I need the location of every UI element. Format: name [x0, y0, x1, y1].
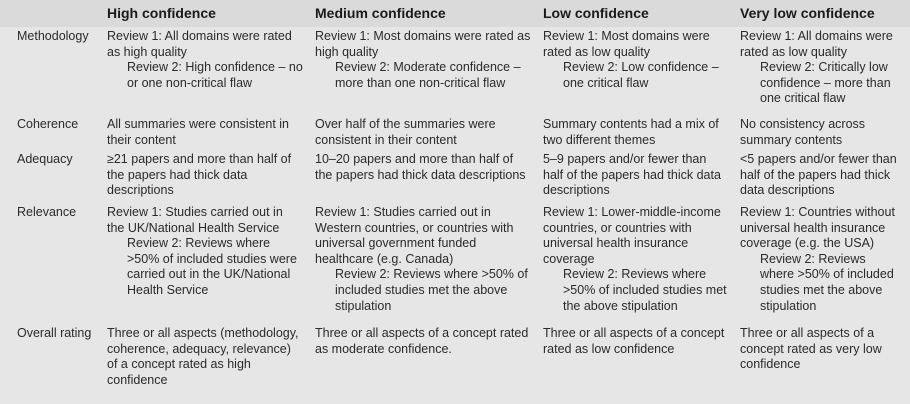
row-label: Coherence [17, 117, 79, 131]
cell-high: All summaries were consistent in their content [107, 117, 290, 147]
cell-medium: Three or all aspects of a concept rated as moderate confidence. [315, 326, 529, 356]
row-label: Adequacy [17, 152, 73, 166]
cell-medium: Over half of the summaries were consistent in their content [315, 117, 496, 147]
cell-very-low: Review 1: Countries without universal health insurance coverage (e.g. the USA) Review 2: Reviews where >50% of included studies met the above stipulation [740, 205, 895, 313]
row-label: Methodology [17, 29, 89, 43]
cell-low: Summary contents had a mix of two different themes [543, 117, 719, 147]
row-label: Overall rating [17, 326, 92, 340]
header-medium-confidence: Medium confidence [315, 5, 446, 21]
cell-high: Review 1: All domains were rated as high quality Review 2: High confidence – no or one non-critical flaw [107, 29, 303, 90]
cell-medium: 10–20 papers and more than half of the papers had thick data descriptions [315, 152, 526, 182]
header-low-confidence: Low confidence [543, 5, 649, 21]
header-high-confidence: High confidence [107, 5, 216, 21]
cell-very-low: No consistency across summary contents [740, 117, 866, 147]
cell-medium: Review 1: Studies carried out in Western countries, or countries with universal government funded healthcare (e.g. Canada) Review 2: Reviews where >50% of included studies met the above stipulation [315, 205, 528, 313]
cell-very-low: Review 1: All domains were rated as low quality Review 2: Critically low confidence – more than one critical flaw [740, 29, 893, 106]
cell-high: Review 1: Studies carried out in the UK/National Health Service Review 2: Reviews where >50% of included studies were carried out in the UK/National Health Service [107, 205, 297, 297]
header-very-low-confidence: Very low confidence [740, 5, 875, 21]
cell-low: Review 1: Lower-middle-income countries, or countries with universal health insurance coverage Review 2: Reviews where >50% of included studies met the above stipulation [543, 205, 727, 313]
cell-high: Three or all aspects (methodology, coherence, adequacy, relevance) of a concept rated as high confidence [107, 326, 299, 387]
cell-very-low: <5 papers and/or fewer than half of the papers had thick data descriptions [740, 152, 897, 198]
table-header-row [0, 0, 910, 27]
cell-low: Three or all aspects of a concept rated as low confidence [543, 326, 725, 356]
cell-low: 5–9 papers and/or fewer than half of the papers had thick data descriptions [543, 152, 721, 198]
cell-high: ≥21 papers and more than half of the papers had thick data descriptions [107, 152, 292, 198]
row-label: Relevance [17, 205, 77, 219]
cell-very-low: Three or all aspects of a concept rated as very low confidence [740, 326, 882, 372]
cell-low: Review 1: Most domains were rated as low quality Review 2: Low confidence – one critical flaw [543, 29, 719, 90]
cell-medium: Review 1: Most domains were rated as high quality Review 2: Moderate confidence – more than one non-critical flaw [315, 29, 531, 90]
